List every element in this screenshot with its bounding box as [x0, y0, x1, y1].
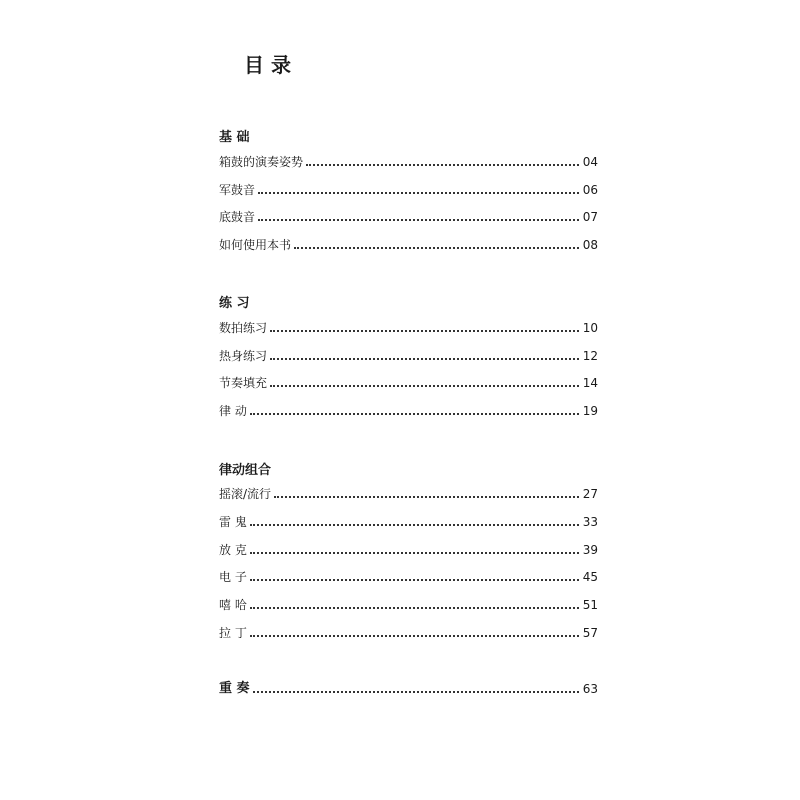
- entry-label: 箱鼓的演奏姿势: [219, 155, 304, 169]
- toc-entry[interactable]: [219, 597, 598, 613]
- entry-label: 节奏填充: [219, 376, 268, 390]
- entry-label: 拉 丁: [219, 626, 247, 640]
- dot-leader: [270, 385, 579, 387]
- entry-page-number: 63: [582, 682, 598, 696]
- entry-label: 嘻 哈: [219, 598, 247, 612]
- entry-page-number: 45: [582, 570, 598, 584]
- entry-page-number: 12: [582, 349, 598, 363]
- dot-leader: [250, 607, 579, 609]
- entry-label: 摇滚/流行: [219, 487, 272, 501]
- entry-page-number: 57: [582, 626, 598, 640]
- toc-entry[interactable]: [219, 320, 598, 336]
- entry-label: 雷 鬼: [219, 515, 247, 529]
- section-heading: 律动组合: [219, 463, 272, 478]
- page-title: 目 录: [244, 53, 291, 77]
- toc-entry[interactable]: [219, 403, 598, 419]
- entry-page-number: 10: [582, 321, 598, 335]
- entry-label: 热身练习: [219, 349, 268, 363]
- toc-entry[interactable]: [219, 348, 598, 364]
- toc-entry[interactable]: [219, 569, 598, 585]
- entry-page-number: 27: [582, 487, 598, 501]
- dot-leader: [250, 635, 579, 637]
- entry-page-number: 07: [582, 210, 598, 224]
- toc-entry[interactable]: [219, 514, 598, 530]
- toc-entry[interactable]: [219, 625, 598, 641]
- dot-leader: [250, 413, 579, 415]
- toc-entry[interactable]: [219, 375, 598, 391]
- dot-leader: [306, 164, 579, 166]
- toc-entry-ensemble[interactable]: [219, 681, 598, 697]
- dot-leader: [258, 219, 579, 221]
- toc-entry[interactable]: [219, 182, 598, 198]
- toc-entry[interactable]: [219, 209, 598, 225]
- entry-page-number: 14: [582, 376, 598, 390]
- entry-label: 重 奏: [219, 681, 250, 696]
- dot-leader: [250, 579, 579, 581]
- entry-page-number: 33: [582, 515, 598, 529]
- entry-label: 如何使用本书: [219, 238, 292, 252]
- entry-page-number: 06: [582, 183, 598, 197]
- dot-leader: [253, 691, 579, 693]
- section-heading: 基 础: [219, 130, 250, 145]
- entry-page-number: 04: [582, 155, 598, 169]
- entry-label: 放 克: [219, 543, 247, 557]
- dot-leader: [250, 524, 579, 526]
- entry-label: 军鼓音: [219, 183, 256, 197]
- entry-page-number: 19: [582, 404, 598, 418]
- toc-entry[interactable]: [219, 154, 598, 170]
- toc-entry[interactable]: [219, 486, 598, 502]
- entry-label: 底鼓音: [219, 210, 256, 224]
- toc-entry[interactable]: [219, 237, 598, 253]
- entry-page-number: 39: [582, 543, 598, 557]
- dot-leader: [250, 552, 579, 554]
- entry-page-number: 51: [582, 598, 598, 612]
- entry-label: 律 动: [219, 404, 247, 418]
- entry-label: 电 子: [219, 570, 247, 584]
- dot-leader: [274, 496, 579, 498]
- dot-leader: [294, 247, 579, 249]
- dot-leader: [258, 192, 579, 194]
- section-heading: 练 习: [219, 296, 250, 311]
- toc-entry[interactable]: [219, 542, 598, 558]
- dot-leader: [270, 330, 579, 332]
- entry-page-number: 08: [582, 238, 598, 252]
- entry-label: 数拍练习: [219, 321, 268, 335]
- dot-leader: [270, 358, 579, 360]
